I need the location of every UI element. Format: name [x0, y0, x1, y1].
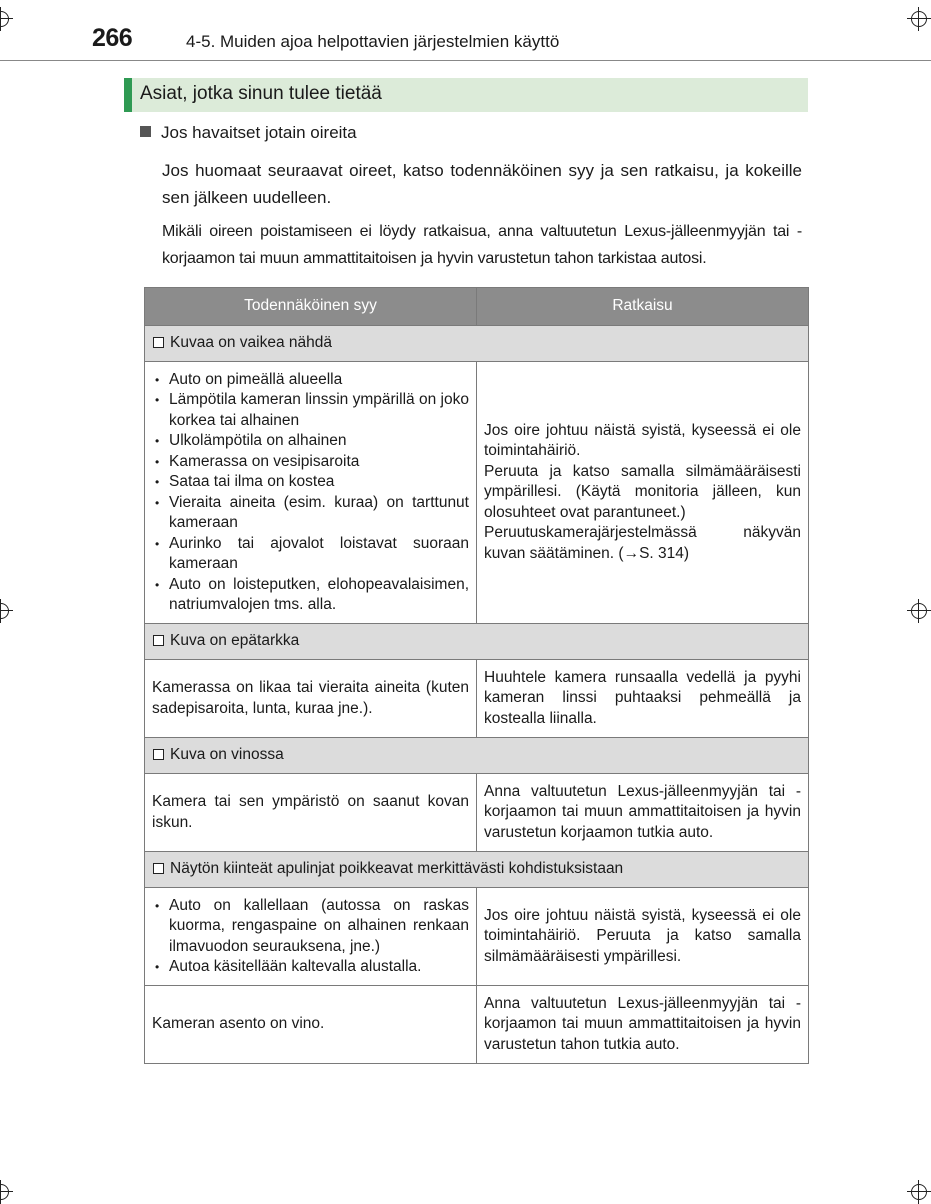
category-row [145, 852, 809, 888]
checkbox-icon [153, 635, 164, 646]
intro-paragraph: Jos huomaat seuraavat oireet, katso todennäköinen syy ja sen ratkaisu, ja kokeille sen jälkeen uudelleen. [162, 161, 802, 207]
cause-cell [145, 888, 477, 986]
category-row [145, 738, 809, 774]
registration-mark-icon [0, 1180, 13, 1204]
list-item: • Aurinko tai ajovalot loistavat suoraan kameraan [152, 534, 469, 575]
category-title: Näytön kiinteät apulinjat poikkeavat merkittävästi kohdistuksistaan [170, 860, 624, 878]
solution-cell: Jos oire johtuu näistä syistä, kyseessä ei ole toimintahäiriö. Peruuta ja katso samalla silmämääräisesti ympärillesi. [477, 888, 809, 986]
registration-mark-icon [0, 7, 13, 31]
registration-mark-icon [907, 7, 931, 31]
registration-mark-icon [907, 599, 931, 623]
solution-cell: Huuhtele kamera runsaalla vedellä ja pyyhi kameran linssi puhtaaksi pehmeällä ja kostealla liinalla. [477, 660, 809, 738]
cause-cell: Kameran asento on vino. [145, 986, 477, 1064]
list-item: • Auto on loisteputken, elohopeavalaisimen, natriumvalojen tms. alla. [152, 575, 469, 616]
list-item: • Lämpötila kameran linssin ympärillä on joko korkea tai alhainen [152, 390, 469, 431]
category-row [145, 624, 809, 660]
cause-list [152, 896, 469, 978]
category-title: Kuva on epätarkka [170, 632, 300, 650]
cause-cell: Kamerassa on likaa tai vieraita aineita (kuten sadepisaroita, lunta, kuraa jne.). [145, 660, 477, 738]
cause-cell: Kamera tai sen ympäristö on saanut kovan iskun. [145, 774, 477, 852]
cause-list [152, 370, 469, 616]
table-row [145, 660, 809, 738]
square-bullet-icon [140, 126, 151, 137]
header-divider [0, 60, 931, 61]
registration-mark-icon [907, 1180, 931, 1204]
table-row [145, 986, 809, 1064]
dealer-paragraph: Mikäli oireen poistamiseen ei löydy ratkaisua, anna valtuutetun Lexus-jälleenmyyjän tai -korjaamon tai muun ammattitaitoisen ja hyvin varustetun tahon tarkistaa autosi. [162, 223, 802, 267]
page-number: 266 [92, 24, 133, 52]
category-cell [145, 852, 809, 888]
symptom-table [144, 287, 809, 1064]
category-cell [145, 738, 809, 774]
list-item: • Sataa tai ilma on kostea [152, 472, 469, 493]
list-item: • Auto on pimeällä alueella [152, 370, 469, 391]
checkbox-icon [153, 749, 164, 760]
category-title: Kuva on vinossa [170, 746, 284, 764]
table-row [145, 362, 809, 624]
solution-cell: Anna valtuutetun Lexus-jälleenmyyjän tai -korjaamon tai muun ammattitaitoisen ja hyvin varustetun tahon tutkia auto. [477, 986, 809, 1064]
table-row [145, 774, 809, 852]
category-title: Kuvaa on vaikea nähdä [170, 334, 333, 352]
column-header-solution: Ratkaisu [477, 288, 809, 326]
cause-cell [145, 362, 477, 624]
list-item: • Auto on kallellaan (autossa on raskas kuorma, rengaspaine on alhainen renkaan ilmavuodon seurauksena, jne.) [152, 896, 469, 958]
subsection-title: Jos havaitset jotain oireita [161, 123, 357, 142]
category-cell [145, 624, 809, 660]
list-item: • Vieraita aineita (esim. kuraa) on tarttunut kameraan [152, 493, 469, 534]
section-heading [124, 78, 808, 112]
chapter-title: 4-5. Muiden ajoa helpottavien järjestelmien käyttö [186, 32, 560, 51]
category-cell [145, 326, 809, 362]
checkbox-icon [153, 337, 164, 348]
solution-cell: Anna valtuutetun Lexus-jälleenmyyjän tai -korjaamon tai muun ammattitaitoisen ja hyvin varustetun korjaamon tutkia auto. [477, 774, 809, 852]
list-item: • Autoa käsitellään kaltevalla alustalla. [152, 957, 469, 978]
checkbox-icon [153, 863, 164, 874]
category-row [145, 326, 809, 362]
table-header-row [145, 288, 809, 326]
list-item: • Kamerassa on vesipisaroita [152, 452, 469, 473]
section-title: Asiat, jotka sinun tulee tietää [140, 83, 382, 104]
list-item: • Ulkolämpötila on alhainen [152, 431, 469, 452]
subsection-heading [140, 123, 357, 143]
column-header-cause: Todennäköinen syy [145, 288, 477, 326]
solution-cell: Jos oire johtuu näistä syistä, kyseessä ei ole toimintahäiriö. Peruuta ja katso samalla silmämääräisesti ympärillesi. (Käytä monitoria jälleen, kun olosuhteet ovat parantuneet.) Peruutuskamerajärjestelmässä näkyvän kuvan säätäminen. (→S. 314) [477, 362, 809, 624]
registration-mark-icon [0, 599, 13, 623]
table-row [145, 888, 809, 986]
